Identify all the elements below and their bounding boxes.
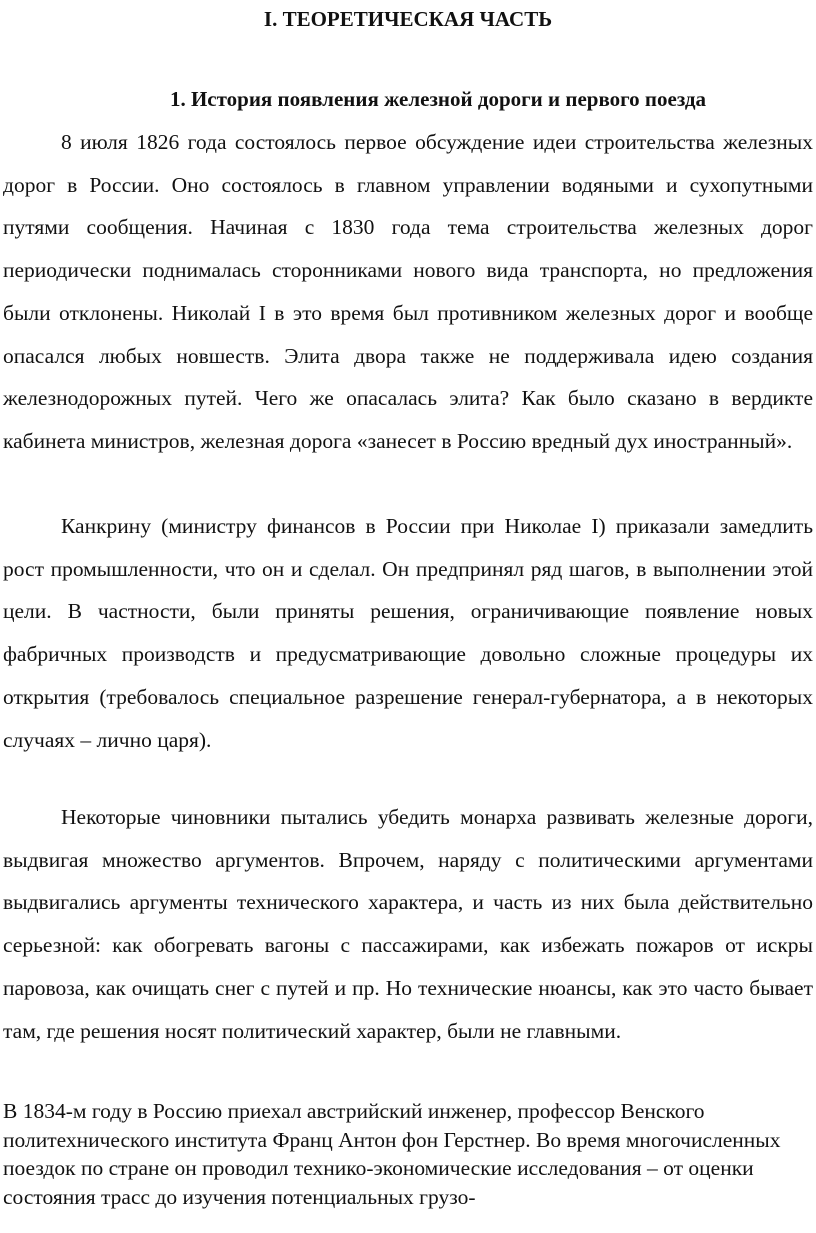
paragraph-1: 8 июля 1826 года состоялось первое обсуждение идеи строительства железных дорог в России. Оно состоялось в главном управлении водяными и сухопутными путями сообщения. Начиная с 1830 года тема строительства железных дорог периодически поднималась сторонниками нового вида транспорта, но предложения были отклонены. Николай I в это время был противником железных дорог и вообще опасался любых новшеств. Элита двора также не поддерживала идею создания железнодорожных путей. Чего же опасалась элита? Как было сказано в вердикте кабинета министров, железная дорога «занесет в Россию вредный дух иностранный».	[3, 130, 813, 453]
paragraph-2: Канкрину (министру финансов в России при Николае I) приказали замедлить рост промышленности, что он и сделал. Он предпринял ряд шагов, в выполнении этой цели. В частности, были приняты решения, ограничивающие появление новых фабричных производств и предусматривающие довольно сложные процедуры их открытия (требовалось специальное разрешение генерал-губернатора, а в некоторых случаях – лично царя).	[3, 514, 813, 752]
sub-heading: 1. История появления железной дороги и первого поезда	[169, 87, 707, 111]
section-heading: I. ТЕОРЕТИЧЕСКАЯ ЧАСТЬ	[263, 7, 553, 31]
paragraph-3: Некоторые чиновники пытались убедить монарха развивать железные дороги, выдвигая множество аргументов. Впрочем, наряду с политическими аргументами выдвигались аргументы технического характера, и часть из них была действительно серьезной: как обогревать вагоны с пассажирами, как избежать пожаров от искры паровоза, как очищать снег с путей и пр. Но технические нюансы, как это часто бывает там, где решения носят политический характер, были не главными.	[3, 805, 813, 1043]
paragraph-4: В 1834-м году в Россию приехал австрийский инженер, профессор Венского политехнического института Франц Антон фон Герстнер. Во время многочисленных поездок по стране он проводил технико-экономические исследования – от оценки состояния трасс до изучения потенциальных грузо-	[3, 1099, 781, 1209]
